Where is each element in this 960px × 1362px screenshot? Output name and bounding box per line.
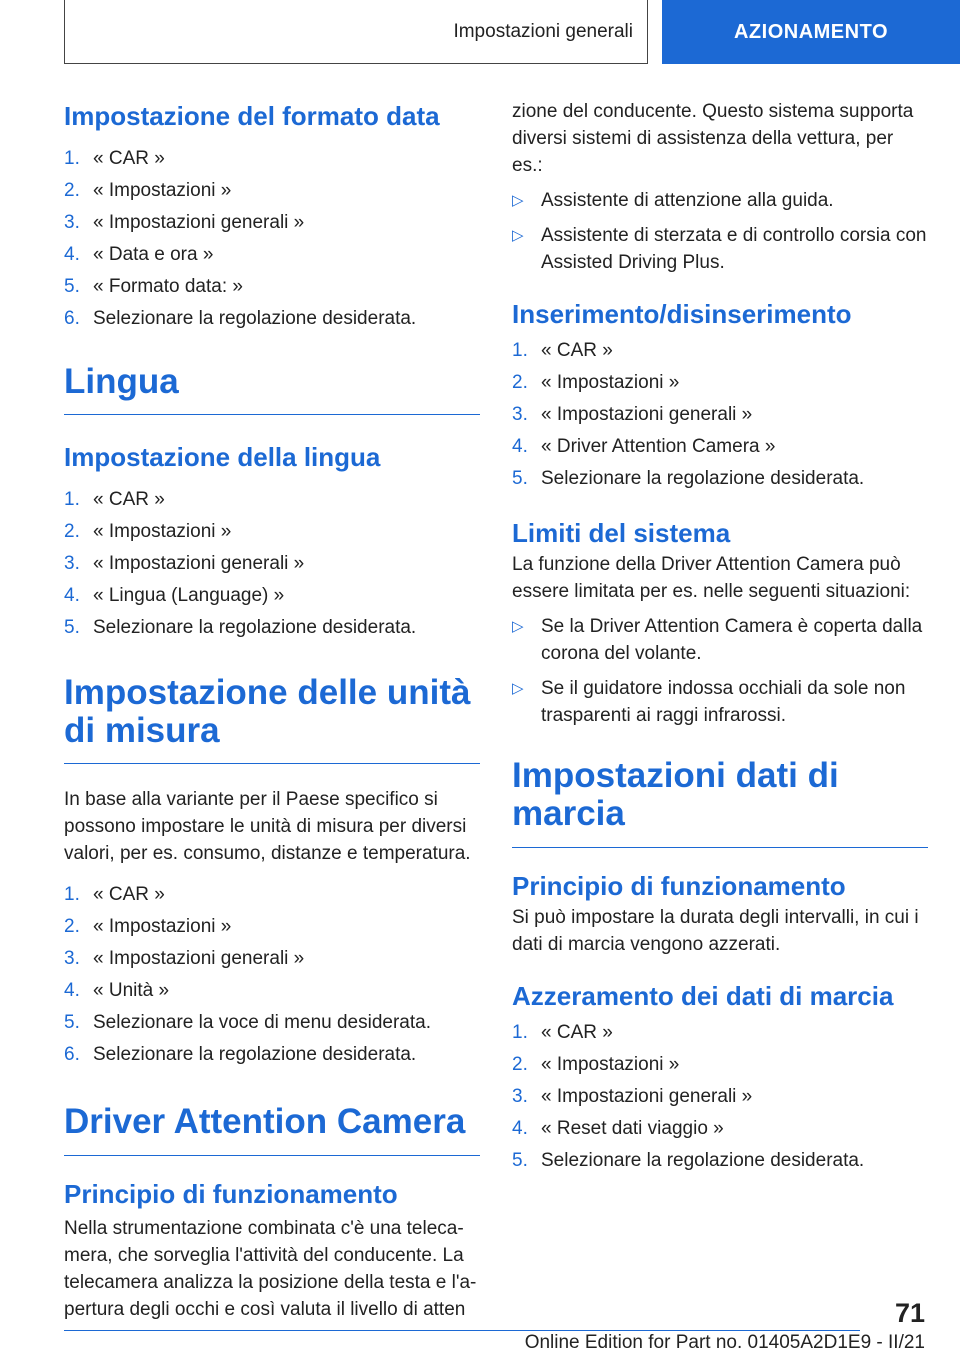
bullet-text: Se il guidatore indossa occhiali da sole non trasparenti ai raggi infrarossi. [541,678,906,726]
step-number: 3. [64,948,80,970]
left-column [64,100,480,1323]
step-number: 1. [64,147,80,169]
step-number: 6. [64,1044,80,1066]
list-item [64,143,480,175]
step-text: « Impostazioni » [93,916,232,938]
dac-bullets [512,187,928,276]
list-item [512,1017,928,1049]
step-number: 2. [64,179,80,201]
step-number: 5. [64,616,80,638]
bullet-triangle-icon: ▷ [512,680,524,697]
step-text: « Impostazioni » [541,1053,680,1075]
step-text: « Unità » [93,980,170,1002]
step-text: « Impostazioni generali » [93,552,305,574]
list-item [64,911,480,943]
step-text: « Impostazioni generali » [93,211,305,233]
step-number: 1. [64,884,80,906]
header-section-label: Impostazioni generali [453,20,633,42]
units-title: Impostazione delle unità di misura [64,674,480,765]
list-item [512,1081,928,1113]
trip-principle-title: Principio di funzionamento [512,870,846,901]
list-item [512,1145,928,1177]
page-number: 71 [894,1298,925,1328]
list-item [512,1049,928,1081]
bullet-triangle-icon: ▷ [512,227,524,244]
limits-bullets [512,613,928,729]
list-item [64,239,480,271]
footer-edition: Online Edition for Part no. 01405A2D1E9 - II/21 [524,1332,925,1353]
step-number: 5. [512,1149,528,1171]
step-number: 4. [512,1117,528,1139]
trip-reset-steps [512,1017,928,1177]
list-item [64,484,480,516]
right-column [512,98,928,1177]
units-steps [64,879,480,1071]
limits-title: Limiti del sistema [512,517,731,548]
step-number: 1. [512,339,528,361]
bullet-text: Assistente di sterzata e di controllo corsia con Assisted Driving Plus. [541,225,927,273]
step-text: Selezionare la regolazione desiderata. [93,616,417,638]
list-item [64,1007,480,1039]
step-number: 6. [64,307,80,329]
step-number: 3. [64,552,80,574]
list-item [512,399,928,431]
step-text: Selezionare la regolazione desiderata. [93,307,417,329]
trip-principle-body: Si può impostare la durata degli intervalli, in cui i dati di marcia vengono azzerati. [512,907,919,956]
step-text: « Impostazioni » [93,520,232,542]
units-body: In base alla variante per il Paese specifico si possono impostare le unità di misura per diversi valori, per es. consumo, distanze e temperatura. [64,789,471,865]
lingua-subtitle: Impostazione della lingua [64,442,381,473]
lingua-steps [64,484,480,644]
bullet-triangle-icon: ▷ [512,192,524,209]
list-item [512,1113,928,1145]
list-item [512,187,928,214]
step-number: 3. [64,211,80,233]
list-item [64,879,480,911]
step-number: 4. [512,435,528,457]
bullet-text: Assistente di attenzione alla guida. [541,190,834,211]
step-text: « CAR » [541,1021,613,1043]
step-number: 5. [64,1012,80,1034]
list-item [512,367,928,399]
list-item [64,943,480,975]
dac-title: Driver Attention Camera [64,1103,480,1156]
step-text: « Impostazioni generali » [93,948,305,970]
step-text: « Lingua (Language) » [93,584,285,606]
step-number: 4. [64,584,80,606]
header-chapter [662,0,960,64]
step-number: 2. [512,371,528,393]
list-item [512,463,928,495]
list-item [512,613,928,667]
dac-subtitle: Principio di funzionamento [64,1179,398,1210]
step-text: « Impostazioni » [93,179,232,201]
step-text: « CAR » [93,488,165,510]
onoff-title: Inserimento/disinserimento [512,299,852,329]
step-number: 4. [64,243,80,265]
step-number: 5. [64,275,80,297]
step-number: 5. [512,467,528,489]
step-text: « CAR » [541,339,613,361]
limits-body: La funzione della Driver Attention Camera può essere limitata per es. nelle seguenti situazioni: [512,554,911,602]
list-item [64,516,480,548]
step-text: « Impostazioni generali » [541,1085,753,1107]
list-item [64,207,480,239]
list-item [64,175,480,207]
bullet-text: Se la Driver Attention Camera è coperta dalla corona del volante. [541,616,923,664]
step-text: Selezionare la regolazione desiderata. [541,1149,865,1171]
header-chapter-label: AZIONAMENTO [733,20,888,43]
list-item [64,303,480,335]
footer-divider [64,1330,860,1331]
dac-body: Nella strumentazione combinata c'è una telecamera, che sorveglia l'attività del conducente. La telecamera analizza la posizione della testa e l'apertura degli occhi e così valuta il livello di atten [64,1217,477,1320]
step-number: 4. [64,980,80,1002]
step-number: 1. [512,1021,528,1043]
header-section [64,0,648,64]
dac-body-continued: zione del conducente. Questo sistema supporta diversi sistemi di assistenza della vettura, per es.: [512,101,914,176]
step-text: « CAR » [93,147,165,169]
list-item [512,675,928,729]
bullet-triangle-icon: ▷ [512,618,524,635]
trip-title: Impostazioni dati di marcia [512,757,928,848]
list-item [64,975,480,1007]
step-text: « CAR » [93,884,165,906]
list-item [64,612,480,644]
list-item [512,431,928,463]
date-format-steps [64,143,480,335]
onoff-steps [512,335,928,495]
step-text: « Reset dati viaggio » [541,1117,724,1139]
step-number: 2. [64,520,80,542]
list-item [64,580,480,612]
list-item [64,548,480,580]
trip-reset-title: Azzeramento dei dati di marcia [512,981,894,1012]
list-item [512,222,928,276]
step-number: 2. [512,1053,528,1075]
step-text: « Impostazioni generali » [541,403,753,425]
step-text: « Data e ora » [93,243,214,265]
step-number: 3. [512,403,528,425]
step-text: « Formato data: » [93,275,243,297]
date-format-title: Impostazione del formato data [64,101,440,131]
step-text: Selezionare la regolazione desiderata. [93,1044,417,1066]
list-item [64,271,480,303]
step-text: « Impostazioni » [541,371,680,393]
step-text: « Driver Attention Camera » [541,435,776,457]
lingua-title: Lingua [64,363,480,416]
step-text: Selezionare la voce di menu desiderata. [93,1012,431,1034]
step-number: 1. [64,488,80,510]
step-number: 2. [64,916,80,938]
list-item [512,335,928,367]
step-number: 3. [512,1085,528,1107]
step-text: Selezionare la regolazione desiderata. [541,467,865,489]
list-item [64,1039,480,1071]
